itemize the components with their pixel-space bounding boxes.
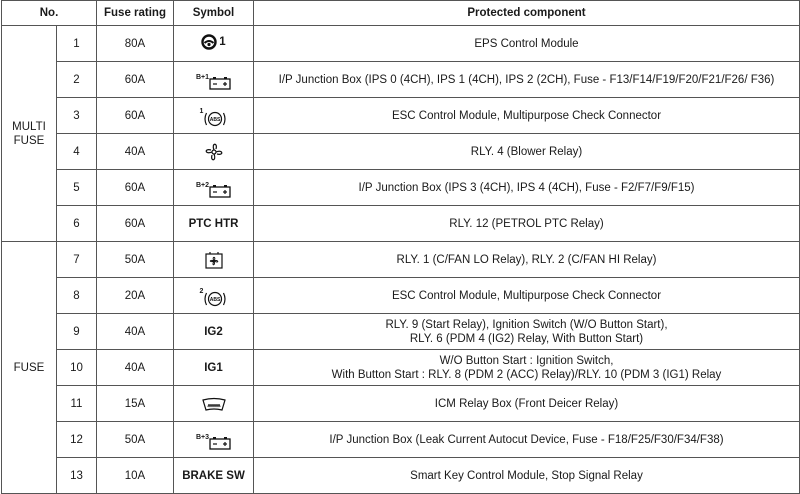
- protected-component: I/P Junction Box (IPS 3 (4CH), IPS 4 (4CH), Fuse - F2/F7/F9/F15): [254, 170, 800, 206]
- fuse-symbol-text: IG2: [174, 314, 254, 350]
- fuse-number: 3: [57, 98, 97, 134]
- fuse-rating: 80A: [97, 26, 174, 62]
- fuse-rating: 40A: [97, 134, 174, 170]
- fuse-symbol: [174, 242, 254, 278]
- protected-component: RLY. 4 (Blower Relay): [254, 134, 800, 170]
- table-row: [2, 134, 800, 170]
- table-row: [2, 350, 800, 386]
- symbol-label: B+2: [195, 181, 210, 189]
- protected-component: RLY. 9 (Start Relay), Ignition Switch (W/O Button Start), RLY. 6 (PDM 4 (IG2) Relay, With Button Start): [254, 314, 800, 350]
- protected-component: EPS Control Module: [254, 26, 800, 62]
- header-no: No.: [2, 1, 97, 26]
- header-symbol: Symbol: [174, 1, 254, 26]
- fuse-symbol: [174, 278, 254, 314]
- symbol-label: 1: [199, 107, 204, 115]
- header-fuse-rating: Fuse rating: [97, 1, 174, 26]
- protected-component: ESC Control Module, Multipurpose Check Connector: [254, 278, 800, 314]
- deicer-icon: [201, 396, 227, 412]
- fuse-number: 10: [57, 350, 97, 386]
- fuse-number: 5: [57, 170, 97, 206]
- protected-component: I/P Junction Box (Leak Current Autocut Device, Fuse - F18/F25/F30/F34/F38): [254, 422, 800, 458]
- table-row: [2, 314, 800, 350]
- fuse-symbol-text: PTC HTR: [174, 206, 254, 242]
- fuse-symbol-text: BRAKE SW: [174, 458, 254, 494]
- fuse-number: 12: [57, 422, 97, 458]
- fuse-rating: 10A: [97, 458, 174, 494]
- table-row: [2, 242, 800, 278]
- table-row: [2, 458, 800, 494]
- table-row: [2, 422, 800, 458]
- battery-icon: [209, 436, 231, 450]
- fuse-rating: 60A: [97, 98, 174, 134]
- header-row: [2, 1, 800, 26]
- fuse-number: 4: [57, 134, 97, 170]
- symbol-label: 2: [199, 287, 204, 295]
- protected-component: Smart Key Control Module, Stop Signal Relay: [254, 458, 800, 494]
- fuse-rating: 40A: [97, 314, 174, 350]
- abs-icon: [203, 110, 227, 128]
- table-row: [2, 98, 800, 134]
- cooling-fan-icon: [204, 250, 224, 270]
- table-row: [2, 26, 800, 62]
- fuse-symbol: [174, 26, 254, 62]
- fan-icon: [203, 141, 225, 163]
- fuse-symbol: [174, 422, 254, 458]
- table-row: [2, 206, 800, 242]
- fuse-number: 9: [57, 314, 97, 350]
- eps-icon: [201, 34, 217, 50]
- symbol-label: B+3: [195, 433, 210, 441]
- group-fuse: FUSE: [2, 242, 57, 494]
- abs-icon: [203, 290, 227, 308]
- fuse-rating: 15A: [97, 386, 174, 422]
- protected-component: ICM Relay Box (Front Deicer Relay): [254, 386, 800, 422]
- fuse-symbol: [174, 386, 254, 422]
- protected-component: RLY. 1 (C/FAN LO Relay), RLY. 2 (C/FAN HI Relay): [254, 242, 800, 278]
- fuse-symbol-text: IG1: [174, 350, 254, 386]
- battery-icon: [209, 76, 231, 90]
- fuse-rating: 50A: [97, 242, 174, 278]
- battery-icon: [209, 184, 231, 198]
- fuse-rating: 60A: [97, 62, 174, 98]
- fuse-number: 13: [57, 458, 97, 494]
- protected-component: ESC Control Module, Multipurpose Check Connector: [254, 98, 800, 134]
- fuse-number: 8: [57, 278, 97, 314]
- fuse-rating: 60A: [97, 170, 174, 206]
- symbol-label: 1: [219, 36, 226, 48]
- group-multi-fuse: MULTI FUSE: [2, 26, 57, 242]
- fuse-rating: 40A: [97, 350, 174, 386]
- fuse-number: 7: [57, 242, 97, 278]
- protected-component: RLY. 12 (PETROL PTC Relay): [254, 206, 800, 242]
- table-row: [2, 278, 800, 314]
- fuse-symbol: [174, 170, 254, 206]
- fuse-rating: 60A: [97, 206, 174, 242]
- protected-component: W/O Button Start : Ignition Switch, With Button Start : RLY. 8 (PDM 2 (ACC) Relay)/RLY. 10 (PDM 3 (IG1) Relay: [254, 350, 800, 386]
- table-row: [2, 170, 800, 206]
- protected-component: I/P Junction Box (IPS 0 (4CH), IPS 1 (4CH), IPS 2 (2CH), Fuse - F13/F14/F19/F20/F21/F26/ F36): [254, 62, 800, 98]
- fuse-symbol: [174, 62, 254, 98]
- fuse-symbol: [174, 98, 254, 134]
- fuse-number: 2: [57, 62, 97, 98]
- header-protected-component: Protected component: [254, 1, 800, 26]
- fuse-rating: 50A: [97, 422, 174, 458]
- table-row: [2, 386, 800, 422]
- fuse-table: [1, 0, 800, 494]
- fuse-number: 1: [57, 26, 97, 62]
- table-row: [2, 62, 800, 98]
- fuse-rating: 20A: [97, 278, 174, 314]
- svg-text:ABS: ABS: [210, 296, 221, 303]
- fuse-symbol: [174, 134, 254, 170]
- symbol-label: B+1: [195, 73, 210, 81]
- fuse-number: 11: [57, 386, 97, 422]
- svg-text:ABS: ABS: [210, 116, 221, 123]
- fuse-number: 6: [57, 206, 97, 242]
